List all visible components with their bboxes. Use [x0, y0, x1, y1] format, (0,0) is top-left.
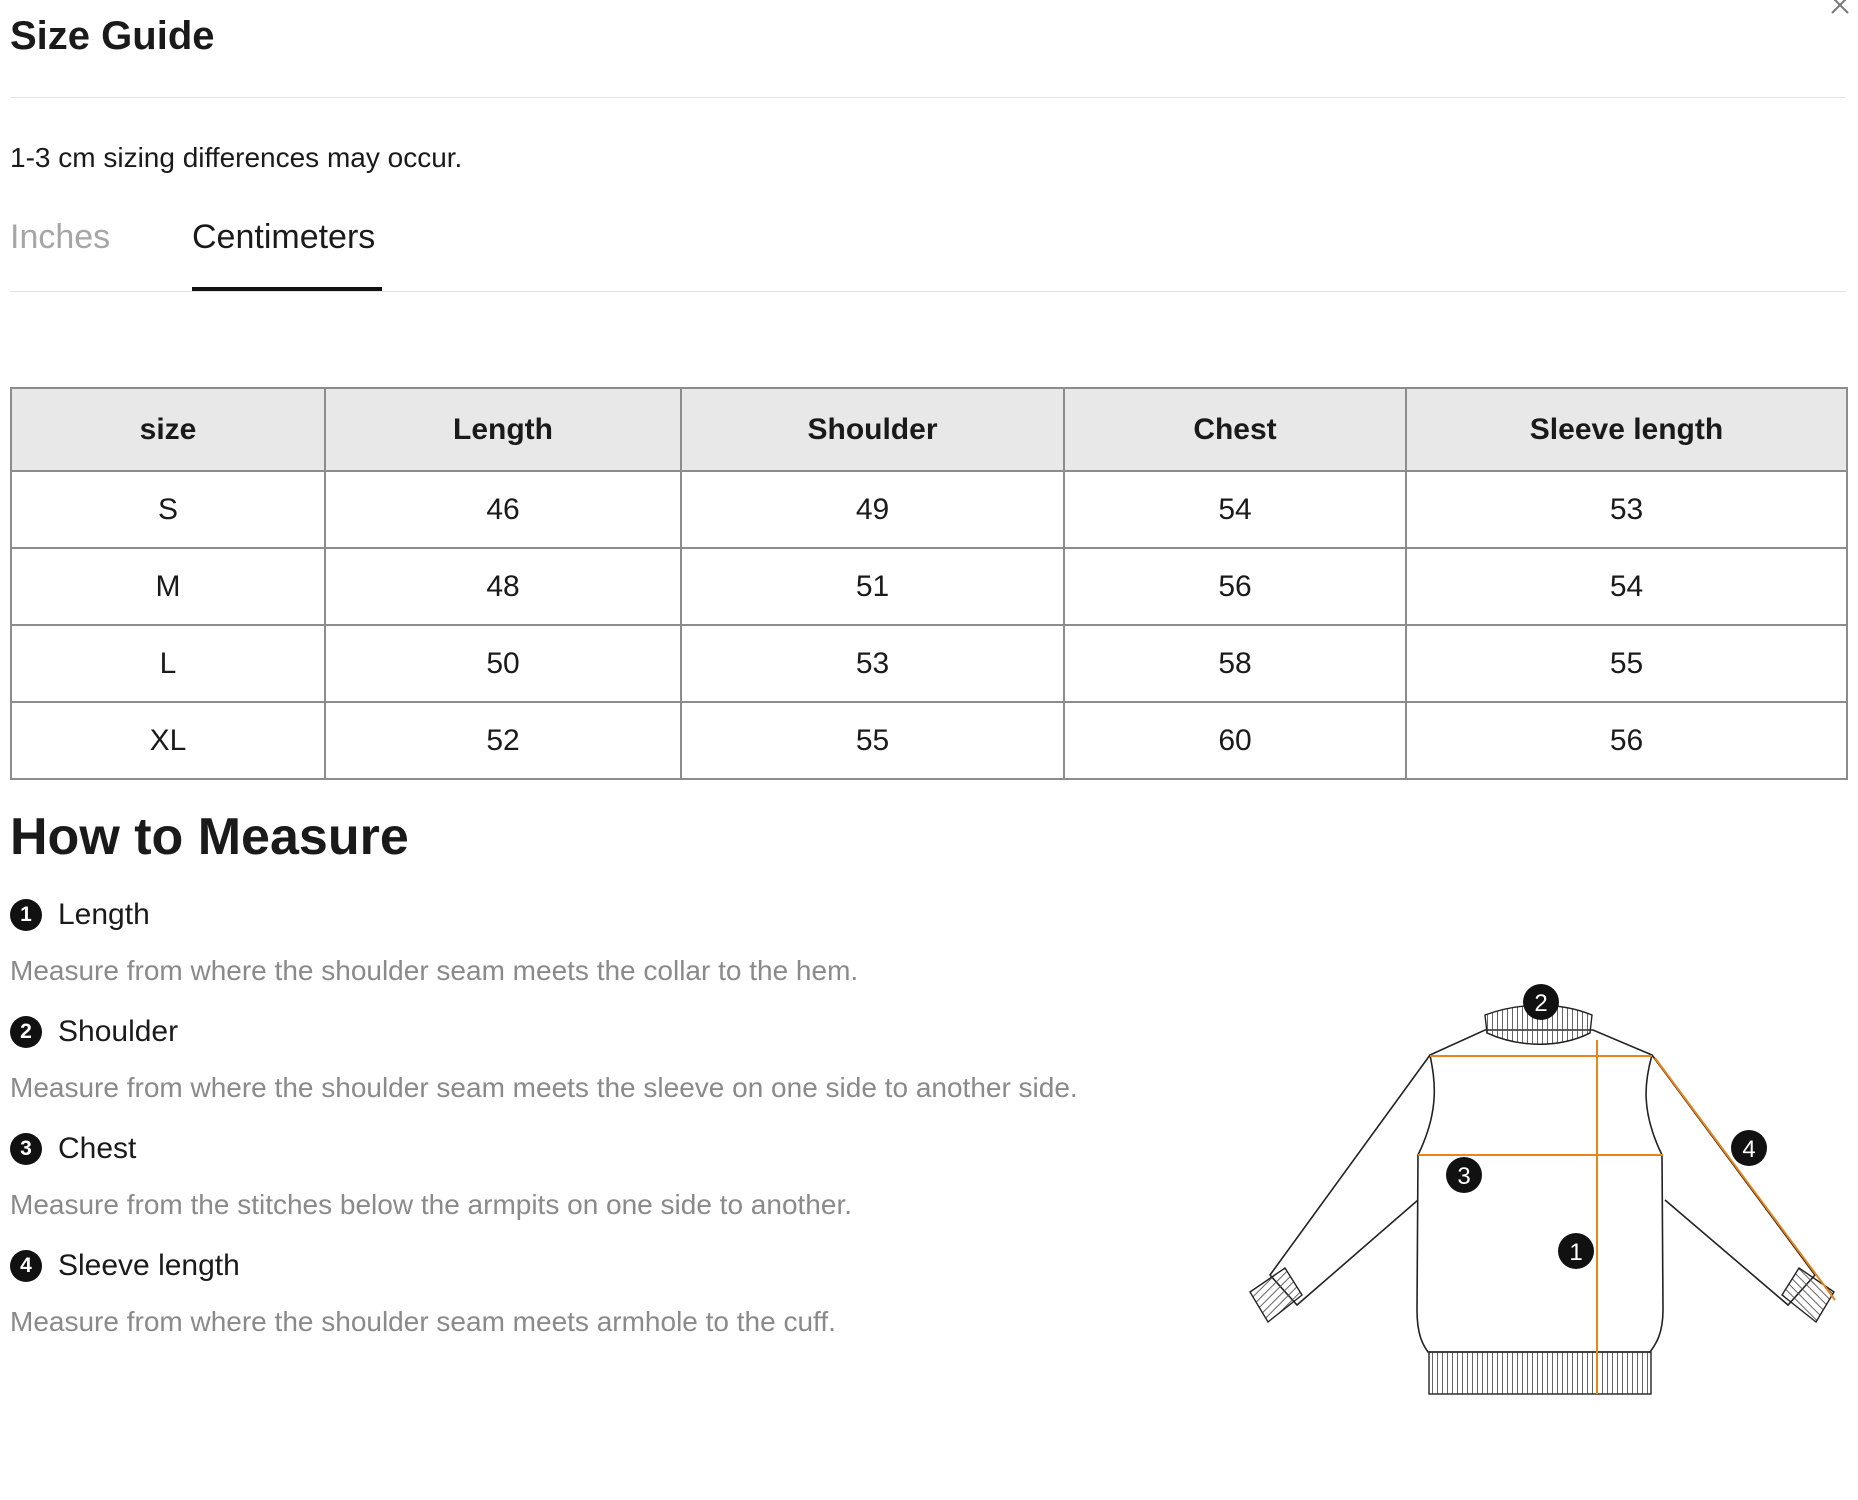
sizing-note: 1-3 cm sizing differences may occur.: [10, 142, 463, 173]
table-cell: 55: [681, 702, 1064, 779]
tab-inches[interactable]: Inches: [10, 218, 111, 256]
table-row: [11, 625, 1847, 702]
svg-text:1: 1: [1569, 1239, 1583, 1266]
measure-description: Measure from where the shoulder seam meets the collar to the hem.: [10, 955, 859, 986]
modal-title: Size Guide: [10, 14, 215, 58]
measure-label: Length: [58, 898, 150, 931]
measure-item-shoulder: [10, 1012, 1078, 1106]
measure-item-chest: [10, 1129, 852, 1223]
measure-description: Measure from where the shoulder seam meets the sleeve on one side to another side.: [10, 1072, 1078, 1103]
measure-label: Sleeve length: [58, 1249, 240, 1282]
header-divider: [10, 97, 1846, 98]
tab-centimeters[interactable]: Centimeters: [192, 218, 376, 256]
table-cell: 54: [1064, 471, 1406, 548]
measure-item-sleeve-length: [10, 1246, 836, 1340]
number-badge: 3: [10, 1133, 42, 1165]
table-cell: 48: [325, 548, 681, 625]
svg-text:4: 4: [1742, 1136, 1756, 1163]
sweater-diagram-icon: [1240, 975, 1850, 1415]
table-cell: 56: [1406, 702, 1847, 779]
table-cell: 50: [325, 625, 681, 702]
measure-label: Chest: [58, 1132, 137, 1165]
table-cell: 46: [325, 471, 681, 548]
table-row: [11, 471, 1847, 548]
header-shoulder: Shoulder: [681, 388, 1064, 471]
marker-3: [1446, 1157, 1482, 1193]
measure-item-length: [10, 895, 858, 989]
table-row: [11, 702, 1847, 779]
header-size: size: [11, 388, 325, 471]
active-tab-indicator: [192, 287, 382, 291]
how-to-measure-title: How to Measure: [10, 808, 409, 866]
table-cell: 56: [1064, 548, 1406, 625]
table-cell: 51: [681, 548, 1064, 625]
marker-2: [1523, 984, 1559, 1020]
header-sleeve-length: Sleeve length: [1406, 388, 1847, 471]
measure-description: Measure from the stitches below the armpits on one side to another.: [10, 1189, 853, 1220]
number-badge: 4: [10, 1250, 42, 1282]
table-cell: 55: [1406, 625, 1847, 702]
table-cell: L: [11, 625, 325, 702]
table-cell: S: [11, 471, 325, 548]
table-cell: 52: [325, 702, 681, 779]
marker-4: [1731, 1130, 1767, 1166]
table-cell: 49: [681, 471, 1064, 548]
table-cell: 54: [1406, 548, 1847, 625]
header-length: Length: [325, 388, 681, 471]
number-badge: 2: [10, 1016, 42, 1048]
unit-tabs: [10, 215, 1846, 292]
svg-text:2: 2: [1534, 990, 1548, 1017]
size-table: [10, 387, 1848, 780]
table-cell: XL: [11, 702, 325, 779]
table-row: [11, 548, 1847, 625]
measure-label: Shoulder: [58, 1015, 179, 1048]
header-chest: Chest: [1064, 388, 1406, 471]
table-header-row: [11, 388, 1847, 471]
marker-1: [1558, 1233, 1594, 1269]
svg-text:3: 3: [1457, 1163, 1471, 1190]
number-badge: 1: [10, 899, 42, 931]
table-cell: 58: [1064, 625, 1406, 702]
measure-description: Measure from where the shoulder seam meets armhole to the cuff.: [10, 1306, 836, 1337]
table-cell: M: [11, 548, 325, 625]
table-cell: 53: [681, 625, 1064, 702]
table-cell: 60: [1064, 702, 1406, 779]
close-icon[interactable]: [1827, 0, 1853, 18]
table-cell: 53: [1406, 471, 1847, 548]
